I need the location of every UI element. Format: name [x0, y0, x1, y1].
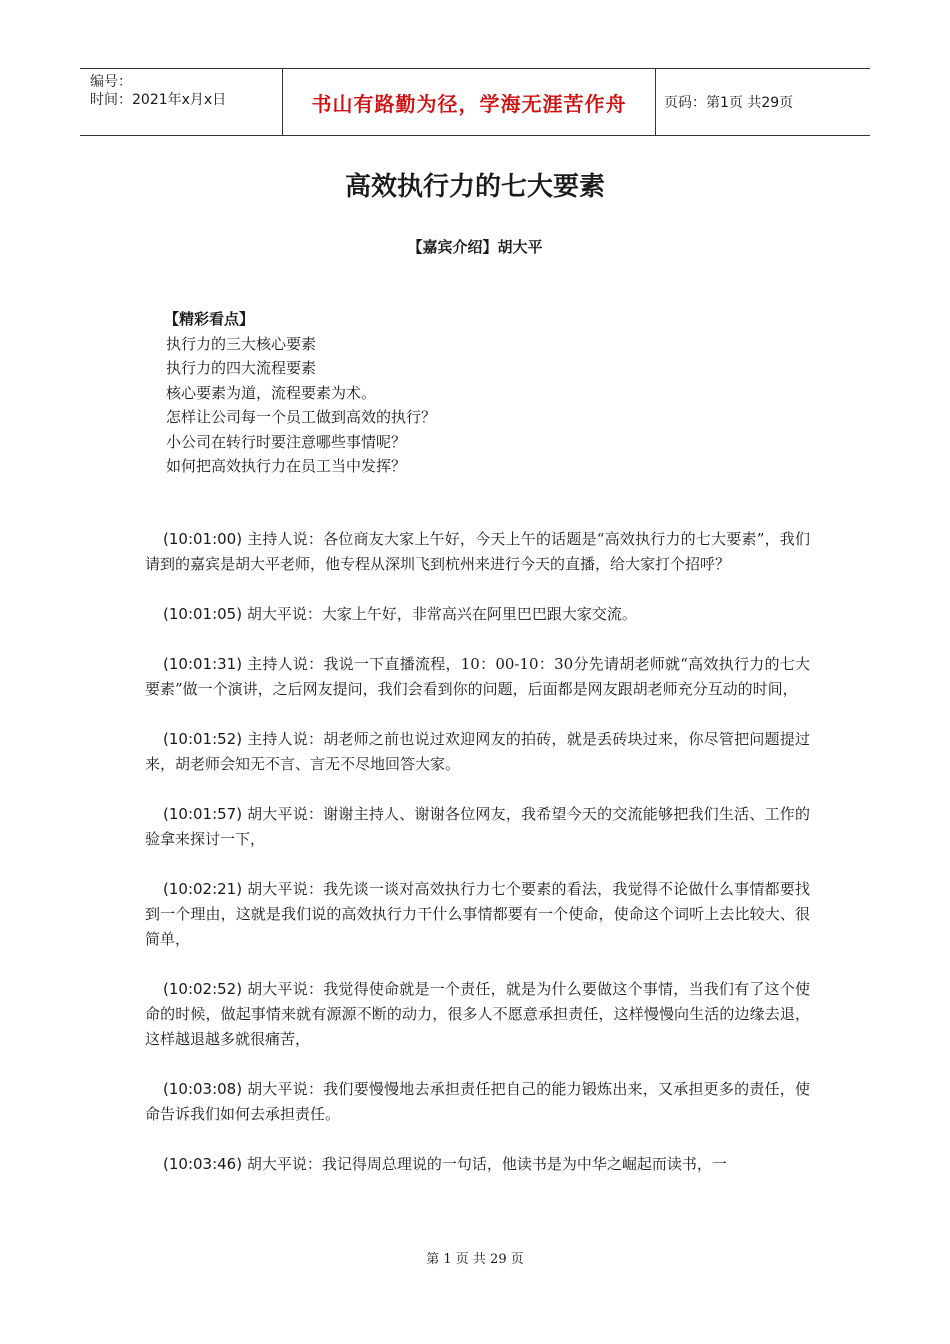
- transcript-paragraph: [145, 877, 810, 952]
- paragraph-text: 主持人说：我说一下直播流程，10：00-10：30分先请胡老师就“高效执行力的七大要素”做一个演讲，之后网友提问，我们会看到你的问题，后面都是网友跟胡老师充分互动的时间，: [145, 655, 810, 698]
- paragraph-text: 主持人说：各位商友大家上午好，今天上午的话题是“高效执行力的七大要素”，我们请到的嘉宾是胡大平老师，他专程从深圳飞到杭州来进行今天的直播，给大家打个招呼？: [145, 530, 810, 573]
- highlight-item: 怎样让公司每一个员工做到高效的执行？: [166, 408, 437, 426]
- highlights-section: [166, 307, 826, 479]
- timestamp: (10:02:21): [163, 880, 243, 898]
- timestamp: (10:01:00): [163, 530, 243, 548]
- header-motto-cell: [282, 69, 656, 135]
- paragraph-text: 胡大平说：我觉得使命就是一个责任，就是为什么要做这个事情，当我们有了这个使命的时候，做起事情来就有源源不断的动力，很多人不愿意承担责任，这样慢慢向生活的边缘去退，这样越退越多就很痛苦，: [145, 980, 810, 1048]
- number-label: 编号：: [90, 74, 132, 90]
- header-page-cell: [656, 69, 870, 135]
- transcript-paragraph: [145, 727, 810, 777]
- timestamp: (10:01:05): [163, 605, 243, 623]
- transcript-paragraph: [145, 652, 810, 702]
- motto-text: 书山有路勤为径，学海无涯苦作舟: [311, 91, 627, 116]
- transcript-section: [145, 527, 810, 1202]
- transcript-paragraph: [145, 802, 810, 852]
- highlight-item: 如何把高效执行力在员工当中发挥？: [166, 457, 407, 475]
- paragraph-text: 主持人说：胡老师之前也说过欢迎网友的拍砖，就是丢砖块过来，你尽管把问题提过来，胡老师会知无不言、言无不尽地回答大家。: [145, 730, 810, 773]
- timestamp: (10:02:52): [163, 980, 243, 998]
- timestamp: (10:01:31): [163, 655, 243, 673]
- paragraph-text: 胡大平说：谢谢主持人、谢谢各位网友，我希望今天的交流能够把我们生活、工作的验拿来探讨一下，: [145, 805, 810, 848]
- transcript-paragraph: [145, 1152, 810, 1177]
- highlight-item: 执行力的四大流程要素: [166, 359, 317, 377]
- transcript-paragraph: [145, 977, 810, 1052]
- highlight-item: 小公司在转行时要注意哪些事情呢？: [166, 432, 407, 451]
- timestamp: (10:03:46): [163, 1155, 243, 1173]
- highlight-item: 执行力的三大核心要素: [166, 334, 317, 353]
- paragraph-text: 胡大平说：我们要慢慢地去承担责任把自己的能力锻炼出来，又承担更多的责任，使命告诉我们如何去承担责任。: [145, 1080, 810, 1123]
- paragraph-text: 胡大平说：大家上午好，非常高兴在阿里巴巴跟大家交流。: [246, 605, 637, 623]
- paragraph-text: 胡大平说：我先谈一谈对高效执行力七个要素的看法，我觉得不论做什么事情都要找到一个理由，这就是我们说的高效执行力干什么事情都要有一个使命，使命这个词听上去比较大、很简单，: [145, 880, 810, 948]
- transcript-paragraph: [145, 1077, 810, 1127]
- document-title: 高效执行力的七大要素: [344, 172, 605, 202]
- highlights-title: 【精彩看点】: [164, 310, 255, 328]
- page-info: 页码：第1页 共29页: [664, 95, 794, 111]
- transcript-paragraph: [145, 527, 810, 577]
- timestamp: (10:03:08): [163, 1080, 243, 1098]
- timestamp: (10:01:57): [163, 805, 243, 823]
- header-table: [80, 68, 870, 136]
- page-footer: 第 1 页 共 29 页: [426, 1252, 524, 1267]
- paragraph-text: 胡大平说：我记得周总理说的一句话，他读书是为中华之崛起而读书，一: [246, 1155, 727, 1173]
- timestamp: (10:01:52): [163, 730, 243, 748]
- guest-intro: 【嘉宾介绍】胡大平: [407, 238, 543, 256]
- time-label: 时间：2021年x月x日: [90, 92, 227, 108]
- header-info-cell: [80, 69, 282, 135]
- highlight-item: 核心要素为道，流程要素为术。: [166, 383, 377, 402]
- transcript-paragraph: [145, 602, 810, 627]
